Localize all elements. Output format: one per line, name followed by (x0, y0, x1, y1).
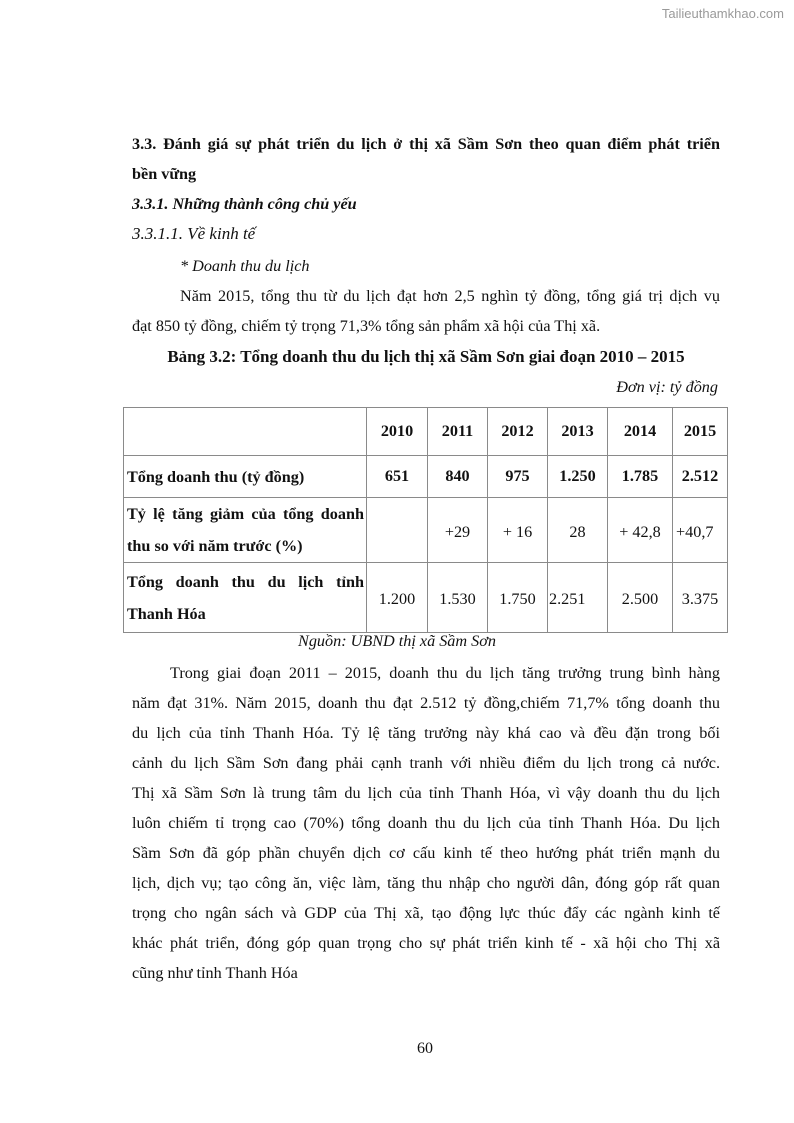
cell-value: 1.785 (608, 456, 673, 498)
table-source: Nguồn: UBND thị xã Sầm Sơn (298, 632, 496, 650)
section-heading-3-3-1-1: 3.3.1.1. Về kinh tế (132, 224, 256, 243)
cell-value: 975 (488, 456, 548, 498)
cell-value: 651 (367, 456, 428, 498)
revenue-table (123, 407, 728, 633)
cell-value: 2.512 (673, 456, 728, 498)
header-year: 2013 (548, 408, 608, 456)
paragraph2-line: Trong giai đoạn 2011 – 2015, doanh thu du lịch tăng trưởng trung bình hàng (170, 664, 720, 682)
header-year: 2012 (488, 408, 548, 456)
paragraph2-line: Sầm Sơn đã góp phần chuyển dịch cơ cấu kinh tế theo hướng phát triển mạnh du (132, 844, 720, 862)
cell-value: 28 (548, 498, 608, 563)
cell-value: 1.200 (367, 563, 428, 633)
row-label: Tỷ lệ tăng giảm của tổng doanh thu so với năm trước (%) (124, 498, 367, 563)
subheading-tourism-revenue: * Doanh thu du lịch (180, 257, 310, 275)
paragraph1-line1: Năm 2015, tổng thu từ du lịch đạt hơn 2,5 nghìn tỷ đồng, tổng giá trị dịch vụ (180, 287, 720, 305)
cell-value: +40,7 (673, 498, 728, 563)
paragraph2-line: cảnh du lịch Sầm Sơn đang phải cạnh tranh với nhiều điểm du lịch trong cả nước. (132, 754, 720, 772)
cell-value: +29 (428, 498, 488, 563)
cell-value: 1.250 (548, 456, 608, 498)
paragraph2-line-last: cũng như tỉnh Thanh Hóa (132, 964, 298, 982)
cell-value: 2.251 (548, 563, 608, 633)
paragraph2-line: luôn chiếm tỉ trọng cao (70%) tổng doanh thu du lịch của tỉnh Thanh Hóa. Du lịch (132, 814, 720, 832)
page-number: 60 (417, 1040, 433, 1057)
cell-value (367, 498, 428, 563)
header-year: 2015 (673, 408, 728, 456)
header-year: 2010 (367, 408, 428, 456)
paragraph1-line2: đạt 850 tỷ đồng, chiếm tỷ trọng 71,3% tổng sản phẩm xã hội của Thị xã. (132, 317, 601, 335)
paragraph2-line: Thị xã Sầm Sơn là trung tâm du lịch của tỉnh Thanh Hóa, vì vậy doanh thu du lịch (132, 784, 720, 802)
watermark: Tailieuthamkhao.com (661, 6, 784, 21)
table-caption: Bảng 3.2: Tổng doanh thu du lịch thị xã Sầm Sơn giai đoạn 2010 – 2015 (167, 347, 685, 366)
table-row-total-revenue (124, 456, 728, 498)
row-label: Tổng doanh thu (tỷ đồng) (124, 456, 367, 498)
cell-value: + 16 (488, 498, 548, 563)
cell-value: 1.750 (488, 563, 548, 633)
paragraph2-line: khác phát triển, đóng góp quan trọng cho sự phát triển kinh tế - xã hội cho Thị xã (132, 934, 720, 952)
header-year: 2011 (428, 408, 488, 456)
header-empty-cell (124, 408, 367, 456)
header-year: 2014 (608, 408, 673, 456)
table-header-row (124, 408, 728, 456)
cell-value: 1.530 (428, 563, 488, 633)
table-row-growth-rate (124, 498, 728, 563)
cell-value: 2.500 (608, 563, 673, 633)
cell-value: + 42,8 (608, 498, 673, 563)
paragraph2-line: năm đạt 31%. Năm 2015, doanh thu đạt 2.512 tỷ đồng,chiếm 71,7% tổng doanh thu (132, 694, 720, 712)
section-heading-3-3-line1: 3.3. Đánh giá sự phát triển du lịch ở thị xã Sầm Sơn theo quan điểm phát triển (132, 135, 720, 153)
paragraph2-line: lịch, dịch vụ; tạo công ăn, việc làm, tăng thu nhập cho người dân, đóng góp rất quan (132, 874, 720, 892)
cell-value: 840 (428, 456, 488, 498)
cell-value: 3.375 (673, 563, 728, 633)
paragraph2-line: du lịch của tỉnh Thanh Hóa. Tỷ lệ tăng trưởng này khá cao và đều đặn trong bối (132, 724, 720, 742)
section-heading-3-3-1: 3.3.1. Những thành công chủ yếu (132, 195, 357, 213)
paragraph2-line: trọng cho ngân sách và GDP của Thị xã, tạo động lực thúc đẩy các ngành kinh tế (132, 904, 720, 922)
row-label: Tổng doanh thu du lịch tỉnh Thanh Hóa (124, 563, 367, 633)
section-heading-3-3-line2: bền vững (132, 165, 197, 183)
table-unit: Đơn vị: tỷ đồng (616, 378, 718, 396)
table-row-province-revenue (124, 563, 728, 633)
